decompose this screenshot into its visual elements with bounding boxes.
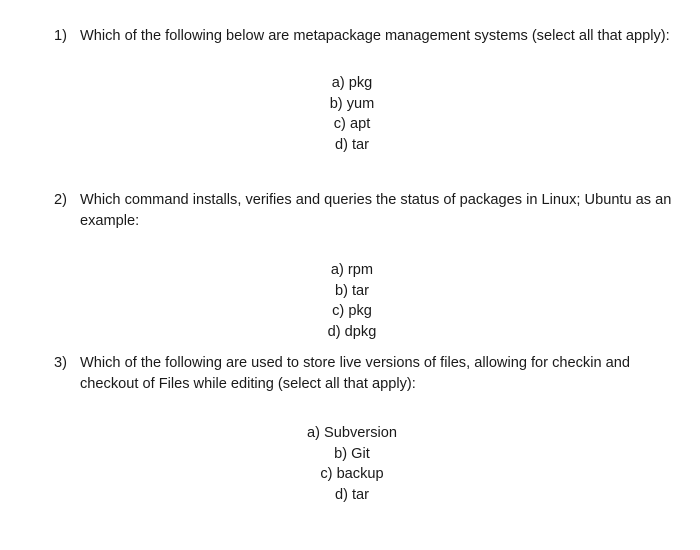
answer-option-c: c) pkg (332, 303, 372, 319)
question-number: 1) (54, 28, 67, 44)
answer-options (54, 73, 650, 155)
answer-option-a: a) rpm (330, 262, 374, 278)
answer-option-a: a) pkg (331, 75, 373, 91)
question-stem (54, 26, 674, 47)
answer-options (54, 423, 650, 505)
question-number: 3) (54, 355, 67, 371)
question-text: Which of the following are used to store live versions of files, allowing for checkin and checkout of Files while editing (select all that apply): (80, 355, 630, 392)
answer-option-b: b) tar (334, 282, 370, 299)
question-text: Which command installs, verifies and queries the status of packages in Linux; Ubuntu as an example: (80, 192, 672, 229)
answer-option-c: c) backup (320, 466, 384, 482)
question-2 (54, 190, 674, 342)
answer-option-a: a) Subversion (306, 425, 398, 441)
question-text: Which of the following below are metapackage management systems (select all that apply): (80, 28, 670, 44)
answer-option-c: c) apt (333, 116, 371, 132)
question-1 (54, 26, 674, 155)
answer-option-d: d) dpkg (327, 323, 377, 340)
answer-option-b: b) yum (329, 95, 375, 112)
question-number: 2) (54, 192, 67, 208)
answer-options (54, 260, 650, 342)
question-stem (54, 190, 674, 232)
answer-option-d: d) tar (334, 486, 370, 503)
question-3 (54, 353, 674, 505)
answer-option-b: b) Git (334, 445, 370, 462)
answer-option-d: d) tar (334, 136, 370, 153)
question-stem (54, 353, 674, 395)
